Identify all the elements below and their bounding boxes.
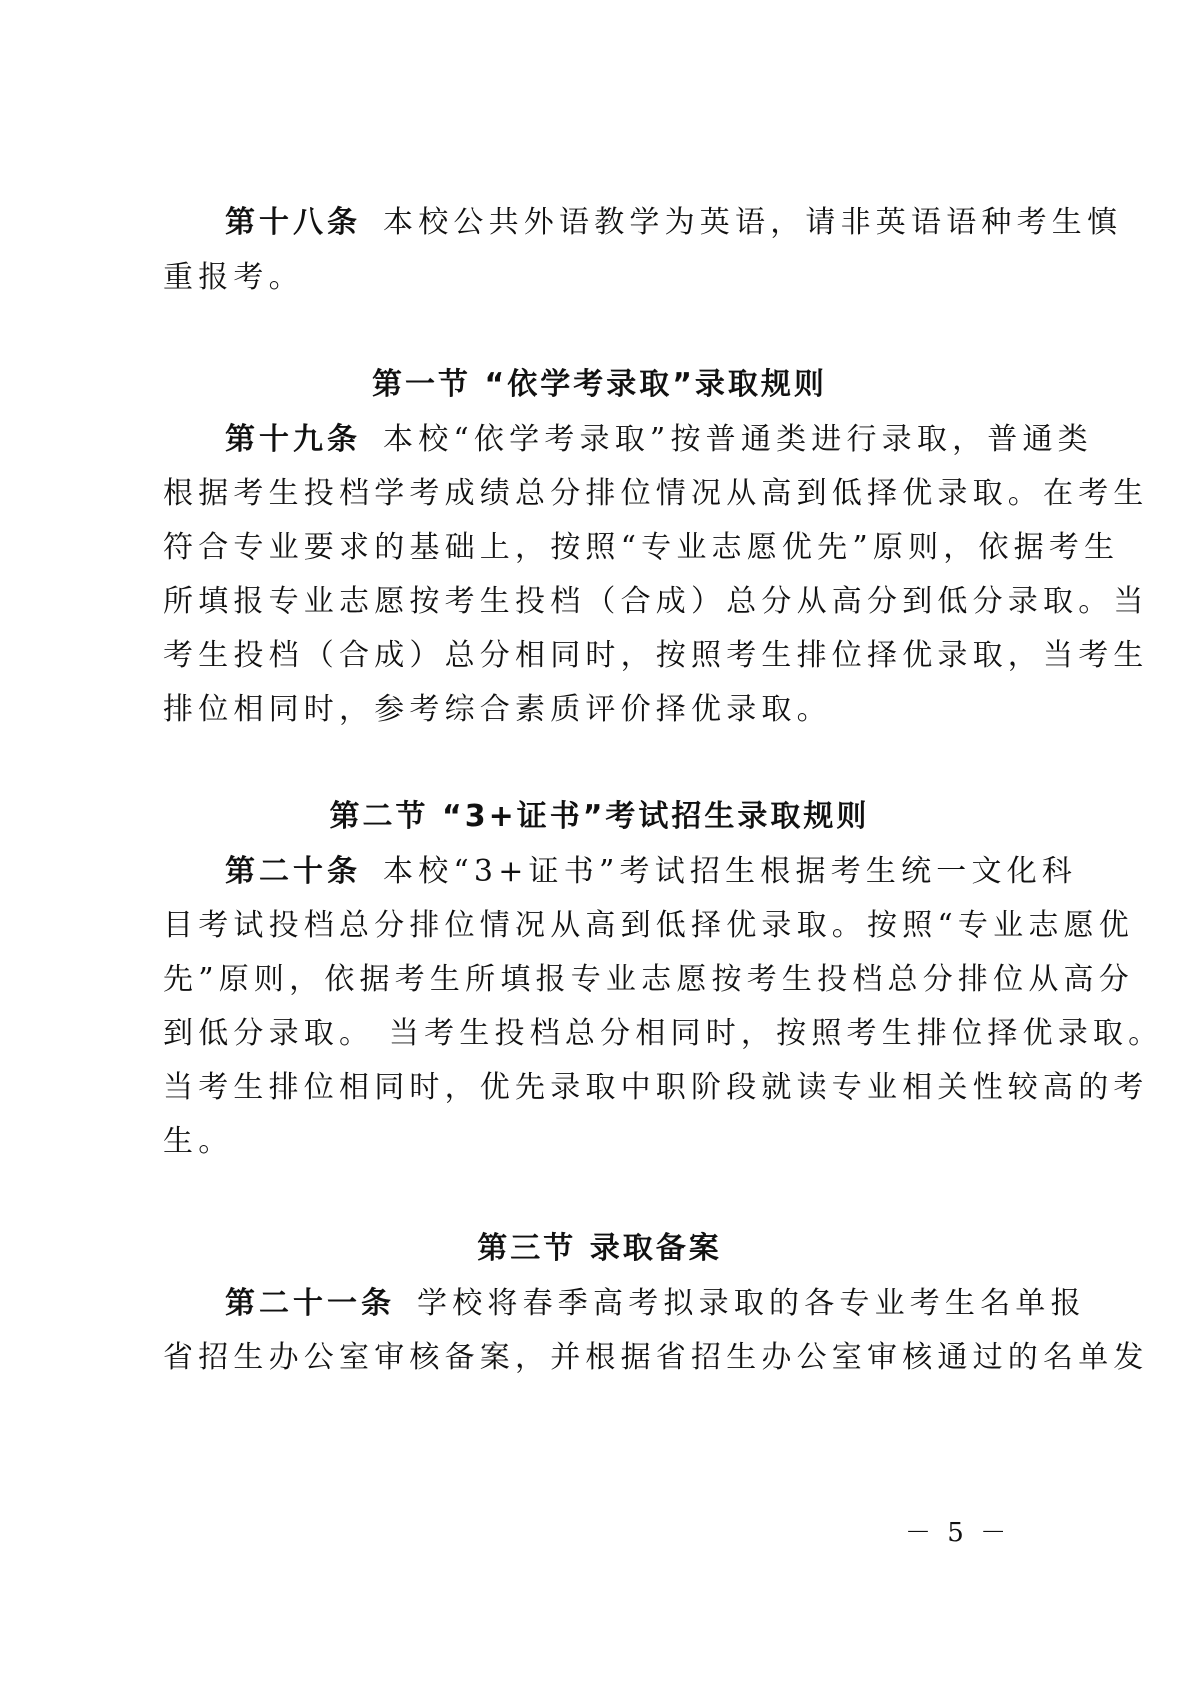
article-19-text: 本校“依学考录取”按普通类进行录取，普通类 <box>383 422 1093 457</box>
article-19-line-4: 考生投档（合成）总分相同时，按照考生排位择优录取，当考生 <box>163 638 1149 673</box>
article-20-line-5: 生。 <box>163 1124 234 1159</box>
article-18-label: 第十八条 <box>225 205 361 240</box>
article-20-line-1: 目考试投档总分排位情况从高到低择优录取。按照“专业志愿优 <box>163 908 1134 943</box>
article-19-line-3: 所填报专业志愿按考生投档（合成）总分从高分到低分录取。当 <box>163 584 1149 619</box>
article-21-text: 学校将春季高考拟录取的各专业考生名单报 <box>417 1286 1086 1321</box>
article-18-first-line <box>225 201 1123 245</box>
article-20-text: 本校“3+证书”考试招生根据考生统一文化科 <box>383 854 1078 889</box>
article-19-line-5: 排位相同时，参考综合素质评价择优录取。 <box>163 692 832 727</box>
article-21-line-1: 省招生办公室审核备案，并根据省招生办公室审核通过的名单发 <box>163 1340 1149 1375</box>
page-number: － 5 － <box>905 1518 1011 1548</box>
article-18-text: 本校公共外语教学为英语，请非英语语种考生慎 <box>383 205 1123 240</box>
article-20-line-4: 当考生排位相同时，优先录取中职阶段就读专业相关性较高的考 <box>163 1070 1149 1105</box>
article-19-line-1: 根据考生投档学考成绩总分排位情况从高到低择优录取。在考生 <box>163 476 1149 511</box>
article-19-line-2: 符合专业要求的基础上，按照“专业志愿优先”原则，依据考生 <box>163 530 1120 565</box>
section-1-heading: 第一节 “依学考录取”录取规则 <box>372 367 827 402</box>
section-2-heading: 第二节 “3+证书”考试招生录取规则 <box>329 799 870 834</box>
article-21-label: 第二十一条 <box>225 1286 395 1321</box>
article-20-line-2: 先”原则，依据考生所填报专业志愿按考生投档总分排位从高分 <box>163 962 1134 997</box>
article-19-first-line <box>225 418 1093 462</box>
article-20-label: 第二十条 <box>225 854 361 889</box>
article-18-line-1: 重报考。 <box>163 260 304 295</box>
article-20-first-line <box>225 850 1078 894</box>
section-3-heading: 第三节 录取备案 <box>477 1231 722 1266</box>
article-21-first-line <box>225 1282 1086 1326</box>
article-19-label: 第十九条 <box>225 422 361 457</box>
article-20-line-3: 到低分录取。 当考生投档总分相同时，按照考生排位择优录取。 <box>163 1016 1164 1051</box>
